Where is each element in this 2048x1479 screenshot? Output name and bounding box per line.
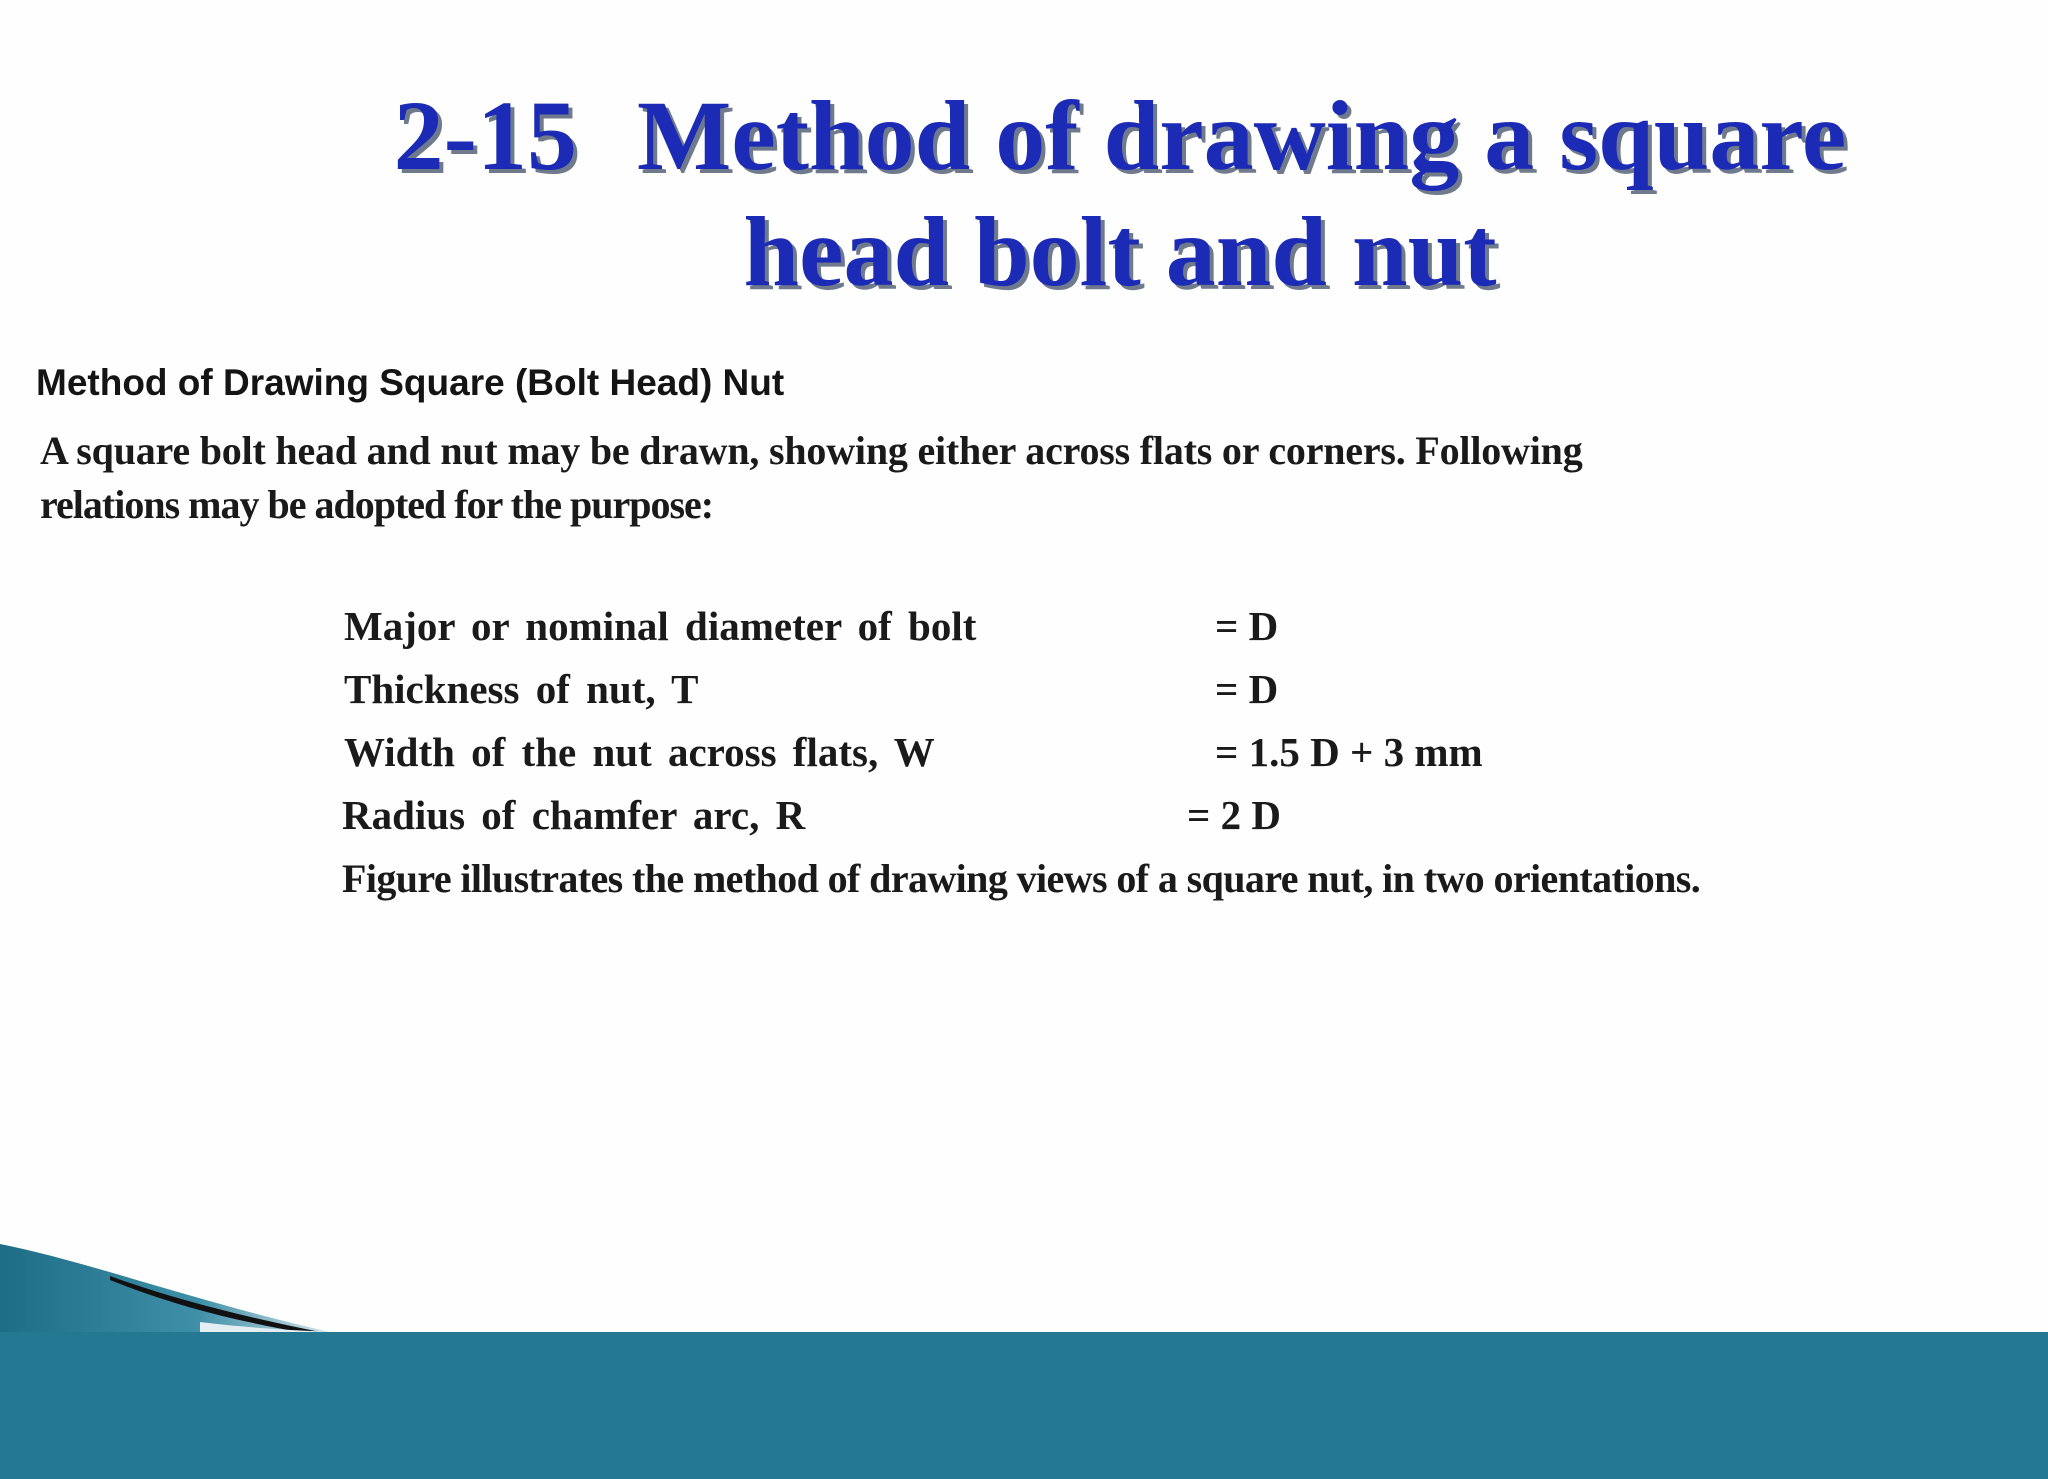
relation-label: Thickness of nut, T xyxy=(344,666,699,712)
title-line-2: head bolt and nut xyxy=(743,196,1497,307)
relation-row xyxy=(0,727,2048,777)
title-line-1: Method of drawing a square xyxy=(636,80,1847,191)
slide-title xyxy=(280,78,1960,310)
title-number: 2-15 xyxy=(393,80,577,191)
relation-label: Major or nominal diameter of bolt xyxy=(344,603,977,649)
intro-paragraph xyxy=(40,424,2000,532)
footer-swoosh-decoration xyxy=(0,1240,420,1340)
relation-row xyxy=(0,601,2048,651)
relation-label: Width of the nut across flats, W xyxy=(344,729,935,775)
intro-line-2: relations may be adopted for the purpose: xyxy=(40,482,714,527)
section-subheading: Method of Drawing Square (Bolt Head) Nut xyxy=(36,362,785,403)
relation-value: = 2 D xyxy=(1187,792,1281,838)
relation-row xyxy=(0,790,2048,840)
footer-band xyxy=(0,1332,2048,1479)
intro-line-1: A square bolt head and nut may be drawn, showing either across flats or corners. Following xyxy=(40,428,1583,473)
figure-note: Figure illustrates the method of drawing views of a square nut, in two orientations. xyxy=(342,856,1701,901)
relation-label: Radius of chamfer arc, R xyxy=(342,792,806,838)
relation-row xyxy=(0,664,2048,714)
relation-value: = D xyxy=(1215,603,1279,649)
relation-value: = 1.5 D + 3 mm xyxy=(1215,729,1483,775)
relation-value: = D xyxy=(1215,666,1279,712)
